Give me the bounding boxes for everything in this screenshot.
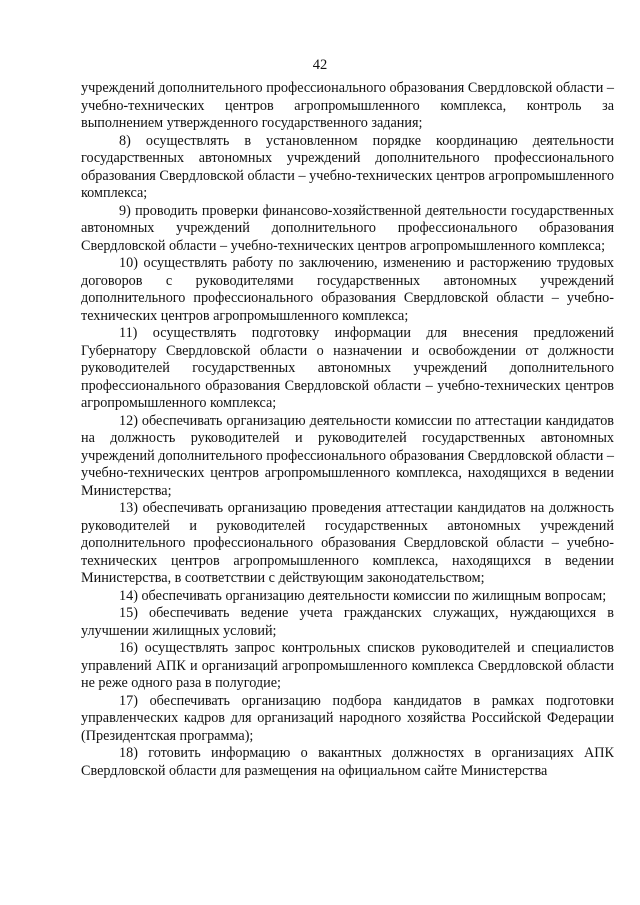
list-item-8: 8) осуществлять в установленном порядке координацию деятельности государственных автономных учреждений дополнительного профессионального образования Свердловской области – учебно-технических центров агропромышленного комплекса; bbox=[81, 132, 614, 201]
list-item-15: 15) обеспечивать ведение учета гражданских служащих, нуждающихся в улучшении жилищных условий; bbox=[81, 605, 614, 639]
list-item-16: 16) осуществлять запрос контрольных списков руководителей и специалистов управлений АПК и организаций агропромышленного комплекса Свердловской области не реже одного раза в полугодие; bbox=[81, 640, 614, 691]
list-item-9: 9) проводить проверки финансово-хозяйственной деятельности государственных автономных учреждений дополнительного профессионального образования Свердловской области – учебно-технических центров агропромышленного комплекса; bbox=[81, 202, 614, 254]
list-item-13: 13) обеспечивать организацию проведения аттестации кандидатов на должность руководителей и руководителей государственных автономных учреждений дополнительного профессионального образования Свердловской области – учебно-технических центров агропромышленного комплекса, находящихся в ведении Министерства, в соответствии с действующим законодательством; bbox=[81, 500, 614, 586]
list-item-12: 12) обеспечивать организацию деятельности комиссии по аттестации кандидатов на должность руководителей и руководителей государственных автономных учреждений дополнительного профессионального образования Свердловской области – учебно-технических центров агропромышленного комплекса, находящихся в ведении Министерства; bbox=[81, 412, 614, 499]
page-number: 42 bbox=[312, 57, 328, 73]
list-item-14: 14) обеспечивать организацию деятельности комиссии по жилищным вопросам; bbox=[119, 587, 607, 604]
paragraph-continuation: учреждений дополнительного профессионального образования Свердловской области – учебно-технических центров агропромышленного комплекса, контроль за выполнением утвержденного государственного задания; bbox=[81, 80, 614, 131]
list-item-17: 17) обеспечивать организацию подбора кандидатов в рамках подготовки управленческих кадров для организаций народного хозяйства Российской Федерации (Президентская программа); bbox=[81, 692, 614, 744]
list-item-11: 11) осуществлять подготовку информации для внесения предложений Губернатору Свердловской области о назначении и освобождении от должности руководителей государственных автономных учреждений дополнительного профессионального образования Свердловской области – учебно-технических центров агропромышленного комплекса; bbox=[81, 325, 614, 411]
document-body bbox=[81, 80, 614, 780]
list-item-18: 18) готовить информацию о вакантных должностях в организациях АПК Свердловской области для размещения на официальном сайте Министерства bbox=[81, 745, 614, 779]
list-item-10: 10) осуществлять работу по заключению, изменению и расторжению трудовых договоров с руководителями государственных автономных учреждений дополнительного профессионального образования Свердловской области – учебно-технических центров агропромышленного комплекса; bbox=[81, 255, 614, 324]
